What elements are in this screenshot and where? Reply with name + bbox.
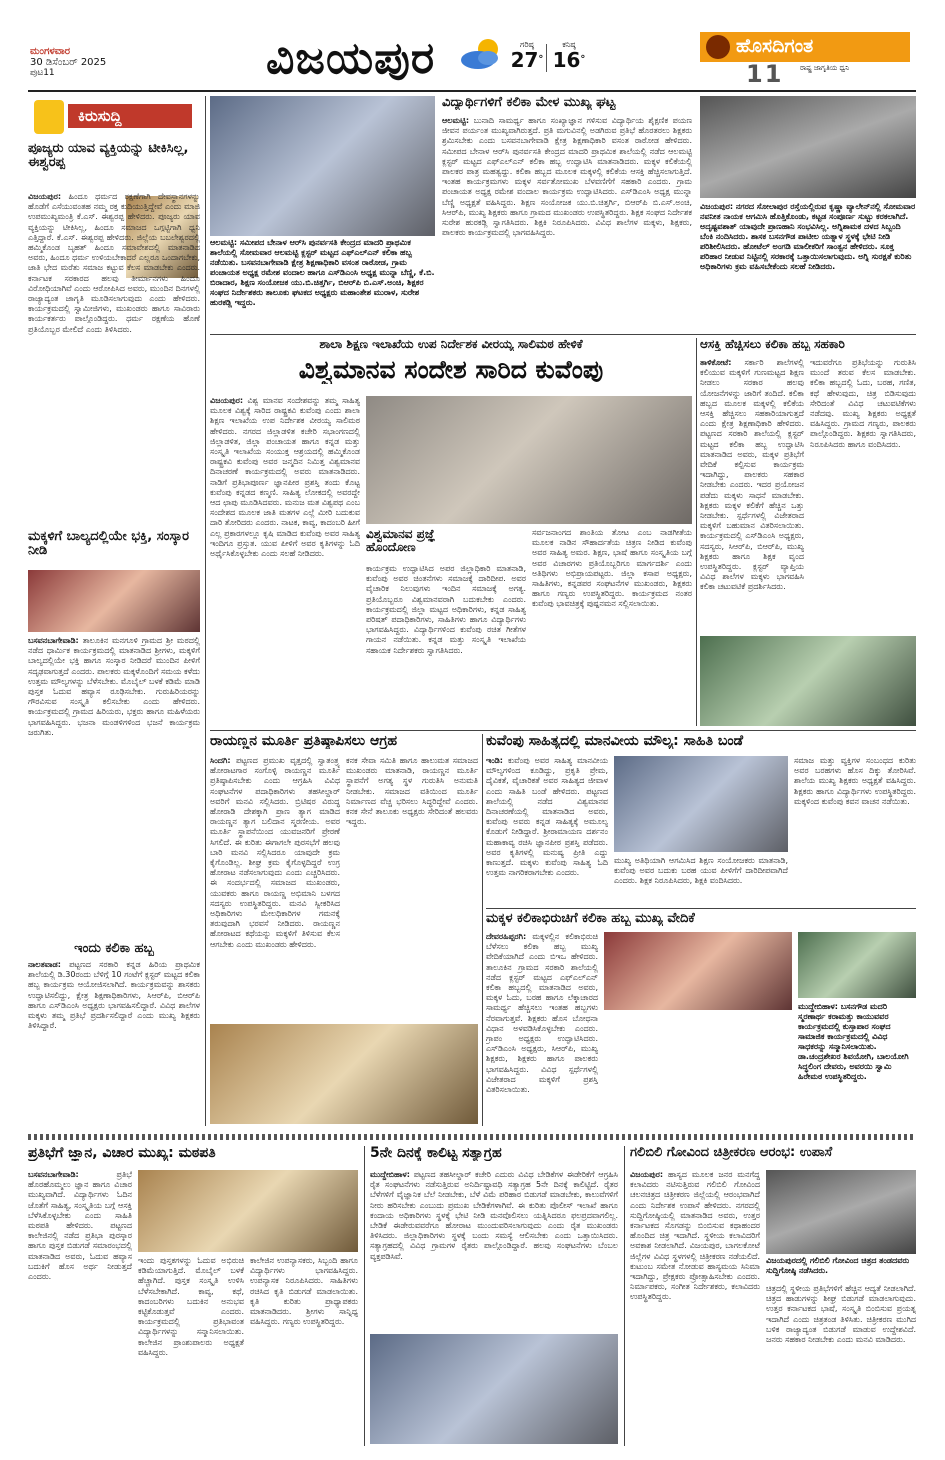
pratibhe-story xyxy=(28,1146,358,1446)
hand-icon xyxy=(34,100,64,134)
temp-max-degree: ° xyxy=(538,54,544,65)
kuvempu-text-left: ವಿಶ್ವ ಮಾನವ ಸಂದೇಶವನ್ನು ತಮ್ಮ ಸಾಹಿತ್ಯ ಮೂಲಕ ವಿಶ್ವಕ್ಕೆ ಸಾರಿದ ರಾಷ್ಟ್ರಕವಿ ಕುವೆಂಪು ಎಂದು ಶಾಲಾ ಶಿಕ್ಷಣ ಇಲಾಖೆಯ ಉಪ ನಿರ್ದೇಶಕ ವೀರಯ್ಯ ಸಾಲಿಮಠ ಹೇಳಿದರು. ನಗರದ ಜಿಲ್ಲಾಡಳಿತ ಕಚೇರಿ ಸಭಾಂಗಣದಲ್ಲಿ ಜಿಲ್ಲಾಡಳಿತ, ಜಿಲ್ಲಾ ಪಂಚಾಯತ ಹಾಗೂ ಕನ್ನಡ ಮತ್ತು ಸಂಸ್ಕೃತಿ ಇಲಾಖೆಯ ಸಂಯುಕ್ತ ಆಶ್ರಯದಲ್ಲಿ ಹಮ್ಮಿಕೊಂಡ ರಾಷ್ಟ್ರಕವಿ ಕುವೆಂಪು ಅವರ ಜನ್ಮದಿನ ನಿಮಿತ್ತ ವಿಶ್ವಮಾನವ ದಿನಾಚರಣೆ ಕಾರ್ಯಕ್ರಮದಲ್ಲಿ ಅವರು ಮಾತನಾಡಿದರು. ನಾಡಿಗೆ ಪ್ರತಿಭಾಪೂರ್ಣ ಜ್ಞಾನಪೀಠ ಪ್ರಶಸ್ತಿ ತಂದು ಕೊಟ್ಟ ಕುವೆಂಪು ಕನ್ನಡದ ಕಣ್ಮಣಿ. ಸಾಹಿತ್ಯ ಲೋಕದಲ್ಲಿ ಅವರದ್ದೇ ಆದ ಛಾಪು ಮೂಡಿಸಿದವರು. ಮನುಜ ಮತ ವಿಶ್ವಪಥ ಎಂಬ ಸಂದೇಶದ ಮೂಲಕ ಜಾತಿ ಮತಗಳ ಎಲ್ಲೆ ಮೀರಿ ಬದುಕುವ ದಾರಿ ತೋರಿದರು ಎಂದರು. ನಾಟಕ, ಕಾವ್ಯ, ಕಾದಂಬರಿ ಹೀಗೆ ಎಲ್ಲ ಪ್ರಕಾರಗಳಲ್ಲೂ ಕೃಷಿ ಮಾಡಿದ ಕುವೆಂಪು ಅವರ ಸಾಹಿತ್ಯ ಇಂದಿಗೂ ಪ್ರಸ್ತುತ. ಯುವ ಪೀಳಿಗೆ ಅವರ ಕೃತಿಗಳನ್ನು ಓದಿ ಅರ್ಥೈಸಿಕೊಳ್ಳಬೇಕು ಎಂದು ಸಲಹೆ ನೀಡಿದರು. xyxy=(210,396,360,559)
date-block xyxy=(30,46,130,78)
temp-max-value: 27 xyxy=(510,48,539,72)
pratibhe-text: ಪ್ರತಿಭೆ ಹೊರಹೊಮ್ಮಲು ಜ್ಞಾನ ಹಾಗೂ ವಿಚಾರ ಮುಖ್ಯವಾಗಿದೆ. ವಿದ್ಯಾರ್ಥಿಗಳು ಓದಿನ ಜೊತೆಗೆ ಸಾಹಿತ್ಯ, ಸಂಸ್ಕೃತಿಯ ಬಗ್ಗೆ ಆಸಕ್ತಿ ಬೆಳೆಸಿಕೊಳ್ಳಬೇಕು ಎಂದು ಸಾಹಿತಿ ಮಠಪತಿ ಹೇಳಿದರು. ಪಟ್ಟಣದ ಕಾಲೇಜಿನಲ್ಲಿ ನಡೆದ ಪ್ರತಿಭಾ ಪುರಸ್ಕಾರ ಹಾಗೂ ಪುಸ್ತಕ ಬಿಡುಗಡೆ ಸಮಾರಂಭದಲ್ಲಿ ಮಾತನಾಡಿದ ಅವರು, ಓದುವ ಹವ್ಯಾಸ ಬದುಕಿಗೆ ಹೊಸ ಅರ್ಥ ನೀಡುತ್ತದೆ ಎಂದರು. xyxy=(28,1170,132,1282)
temp-max-label: ಗರಿಷ್ಠ xyxy=(520,40,534,49)
kalika-help-body xyxy=(700,358,804,632)
kalika-help-title: ಆಸಕ್ತಿ ಹೆಚ್ಚಿಸಲು ಕಲಿಕಾ ಹಬ್ಬ ಸಹಕಾರಿ xyxy=(700,338,845,351)
satyagraha-story xyxy=(370,1146,618,1446)
kirusuddi-story-1 xyxy=(28,192,200,547)
kuvempu-2-text: ಕುವೆಂಪು ಅವರ ಸಾಹಿತ್ಯ ಮಾನವೀಯ ಮೌಲ್ಯಗಳಿಂದ ಕೂಡಿದ್ದು, ಪ್ರಕೃತಿ ಪ್ರೇಮ, ದೈವಿಕತೆ, ವೈಚಾರಿಕತೆ ಅವರ ಸಾಹಿತ್ಯದ ಜೀವಾಳ ಎಂದು ಸಾಹಿತಿ ಬಂಡೆ ಹೇಳಿದರು. ಪಟ್ಟಣದ ಶಾಲೆಯಲ್ಲಿ ನಡೆದ ವಿಶ್ವಮಾನವ ದಿನಾಚರಣೆಯಲ್ಲಿ ಮಾತನಾಡಿದ ಅವರು, ಕುವೆಂಪು ಅವರು ಕನ್ನಡ ಸಾಹಿತ್ಯಕ್ಕೆ ಅಮೂಲ್ಯ ಕೊಡುಗೆ ನೀಡಿದ್ದಾರೆ. ಶ್ರೀರಾಮಾಯಣ ದರ್ಶನಂ ಮಹಾಕಾವ್ಯ ರಚಿಸಿ ಜ್ಞಾನಪೀಠ ಪ್ರಶಸ್ತಿ ಪಡೆದರು. ಅವರ ಕೃತಿಗಳಲ್ಲಿ ಮನುಷ್ಯ ಪ್ರೀತಿ ಎದ್ದು ಕಾಣುತ್ತದೆ. ಮಕ್ಕಳು ಕುವೆಂಪು ಸಾಹಿತ್ಯ ಓದಿ ಉತ್ತಮ ನಾಗರಿಕರಾಗಬೇಕು ಎಂದರು. xyxy=(486,756,608,878)
galibili-body xyxy=(630,1170,760,1446)
makkala-dateline: ದೇವರಹಿಪ್ಪರಗಿ: xyxy=(486,932,527,941)
satyagraha-text: ಪಟ್ಟಣದ ತಹಸೀಲ್ದಾರ್ ಕಚೇರಿ ಎದುರು ವಿವಿಧ ಬೇಡಿಕೆಗಳ ಈಡೇರಿಕೆಗೆ ಆಗ್ರಹಿಸಿ ರೈತ ಸಂಘಟನೆಗಳು ನಡೆಸುತ್ತಿರುವ ಅನಿರ್ದಿಷ್ಟಾವಧಿ ಸತ್ಯಾಗ್ರಹ 5ನೇ ದಿನಕ್ಕೆ ಕಾಲಿಟ್ಟಿದೆ. ರೈತರ ಬೆಳೆಗಳಿಗೆ ವೈಜ್ಞಾನಿಕ ಬೆಲೆ ನೀಡಬೇಕು, ಬೆಳೆ ವಿಮೆ ಪರಿಹಾರ ಬಿಡುಗಡೆ ಮಾಡಬೇಕು, ಕಾಲುವೆಗಳಿಗೆ ನೀರು ಹರಿಸಬೇಕು ಎಂಬುದು ಪ್ರಮುಖ ಬೇಡಿಕೆಗಳಾಗಿವೆ. ಈ ಕುರಿತು ಪೊಲೀಸ್ ಇಲಾಖೆ ಹಾಗೂ ಕಂದಾಯ ಅಧಿಕಾರಿಗಳು ಸ್ಥಳಕ್ಕೆ ಭೇಟಿ ನೀಡಿ ಮನವೊಲಿಸಲು ಯತ್ನಿಸಿದರೂ ಫಲಪ್ರದವಾಗಲಿಲ್ಲ. ಬೇಡಿಕೆ ಈಡೇರುವವರೆಗೂ ಹೋರಾಟ ಮುಂದುವರಿಸಲಾಗುವುದು ಎಂದು ರೈತ ಮುಖಂಡರು ತಿಳಿಸಿದರು. ಜಿಲ್ಲಾಧಿಕಾರಿಗಳು ಸ್ಥಳಕ್ಕೆ ಬಂದು ಸಮಸ್ಯೆ ಆಲಿಸಬೇಕು ಎಂದು ಒತ್ತಾಯಿಸಿದರು. ಸತ್ಯಾಗ್ರಹದಲ್ಲಿ ವಿವಿಧ ಗ್ರಾಮಗಳ ರೈತರು ಪಾಲ್ಗೊಂಡಿದ್ದಾರೆ. ಹಲವು ಸಂಘಟನೆಗಳು ಬೆಂಬಲ ವ್ಯಕ್ತಪಡಿಸಿವೆ. xyxy=(370,1170,618,1261)
rayanna-story xyxy=(210,734,478,1126)
dateline-1: ವಿಜಯಪುರ: xyxy=(28,192,62,201)
paper-name: ಹೊಸದಿಗಂತ xyxy=(736,35,814,57)
makkala-body xyxy=(486,932,598,1124)
almatti-photo xyxy=(210,96,435,236)
kirusuddi-banner xyxy=(34,100,194,136)
fire-photo xyxy=(700,96,916,198)
kuvempu-award-caption xyxy=(366,528,476,554)
body-2: ತಾಲೂಕಿನ ಮನಗೂಳಿ ಗ್ರಾಮದ ಶ್ರೀ ಮಠದಲ್ಲಿ ನಡೆದ ಧಾರ್ಮಿಕ ಕಾರ್ಯಕ್ರಮದಲ್ಲಿ ಮಾತನಾಡಿದ ಶ್ರೀಗಳು, ಮಕ್ಕಳಿಗೆ ಬಾಲ್ಯದಲ್ಲಿಯೇ ಭಕ್ತಿ ಹಾಗೂ ಸಂಸ್ಕಾರ ನೀಡಿದರೆ ಮುಂದಿನ ಪೀಳಿಗೆ ಸದೃಢವಾಗುತ್ತದೆ ಎಂದರು. ಪಾಲಕರು ಮಕ್ಕಳೊಂದಿಗೆ ಸಮಯ ಕಳೆದು ಉತ್ತಮ ಮೌಲ್ಯಗಳನ್ನು ಬೆಳೆಸಬೇಕು. ಮೊಬೈಲ್ ಬಳಕೆ ಕಡಿಮೆ ಮಾಡಿ ಪುಸ್ತಕ ಓದುವ ಹವ್ಯಾಸ ರೂಢಿಸಬೇಕು. ಗುರುಹಿರಿಯರನ್ನು ಗೌರವಿಸುವ ಸಂಸ್ಕೃತಿ ಕಲಿಸಬೇಕು ಎಂದು ಹೇಳಿದರು. ಕಾರ್ಯಕ್ರಮದಲ್ಲಿ ಗ್ರಾಮದ ಹಿರಿಯರು, ಭಕ್ತರು ಹಾಗೂ ಮಹಿಳೆಯರು ಭಾಗವಹಿಸಿದ್ದರು. ಭಜನಾ ಮಂಡಳಿಗಳಿಂದ ಭಜನೆ ಕಾರ್ಯಕ್ರಮ ಜರುಗಿತು. xyxy=(28,636,200,737)
kuvempu-col-right: ಸರ್ವಜನಾಂಗದ ಶಾಂತಿಯ ತೋಟ ಎಂಬ ನಾಡಗೀತೆಯ ಮೂಲಕ ನಾಡಿನ ಸೌಹಾರ್ದತೆಯ ಚಿತ್ರಣ ನೀಡಿದ ಕುವೆಂಪು ಅವರ ಸಾಹಿತ್ಯ ಅಮರ. ಶಿಕ್ಷಣ, ಭಾಷೆ ಹಾಗೂ ಸಂಸ್ಕೃತಿಯ ಬಗ್ಗೆ ಅವರ ವಿಚಾರಗಳು ಪ್ರತಿಯೊಬ್ಬರಿಗೂ ಮಾರ್ಗದರ್ಶಿ ಎಂದು ಅತಿಥಿಗಳು ಅಭಿಪ್ರಾಯಪಟ್ಟರು. ಜಿಲ್ಲಾ ಕಸಾಪ ಅಧ್ಯಕ್ಷರು, ಸಾಹಿತಿಗಳು, ಕನ್ನಡಪರ ಸಂಘಟನೆಗಳ ಮುಖಂಡರು, ಶಿಕ್ಷಕರು ಹಾಗೂ ಗಣ್ಯರು ಉಪಸ್ಥಿತರಿದ್ದರು. ಕಾರ್ಯಕ್ರಮದ ನಂತರ ಕುವೆಂಪು ಭಾವಚಿತ್ರಕ್ಕೆ ಪುಷ್ಪನಮನ ಸಲ್ಲಿಸಲಾಯಿತು. xyxy=(532,528,692,609)
kalika-help-story xyxy=(700,338,916,726)
galibili-text: ಹಾಸ್ಯದ ಮೂಲಕ ಜನರ ಮನಗೆದ್ದ ಕಲಾವಿದರು ನಟಿಸುತ್ತಿರುವ ಗಲಿಬಿಲಿ ಗೋವಿಂದ ಚಲನಚಿತ್ರದ ಚಿತ್ರೀಕರಣ ಜಿಲ್ಲೆಯಲ್ಲಿ ಆರಂಭವಾಗಿದೆ ಎಂದು ನಿರ್ದೇಶಕ ಉಪಾಸೆ ಹೇಳಿದರು. ನಗರದಲ್ಲಿ ಸುದ್ದಿಗೋಷ್ಠಿಯಲ್ಲಿ ಮಾತನಾಡಿದ ಅವರು, ಉತ್ತರ ಕರ್ನಾಟಕದ ಸೊಗಡನ್ನು ಬಿಂಬಿಸುವ ಕಥಾಹಂದರ ಹೊಂದಿದ ಚಿತ್ರ ಇದಾಗಿದೆ. ಸ್ಥಳೀಯ ಕಲಾವಿದರಿಗೆ ಅವಕಾಶ ನೀಡಲಾಗಿದೆ. ವಿಜಯಪುರ, ಬಾಗಲಕೋಟೆ ಜಿಲ್ಲೆಗಳ ವಿವಿಧ ಸ್ಥಳಗಳಲ್ಲಿ ಚಿತ್ರೀಕರಣ ನಡೆಯಲಿದೆ. ಕುಟುಂಬ ಸಮೇತ ನೋಡುವ ಹಾಸ್ಯಮಯ ಸಿನಿಮಾ ಇದಾಗಿದ್ದು, ಪ್ರೇಕ್ಷಕರು ಪ್ರೋತ್ಸಾಹಿಸಬೇಕು ಎಂದರು. ನಿರ್ಮಾಪಕರು, ಸಂಗೀತ ನಿರ್ದೇಶಕರು, ಕಲಾವಿದರು ಉಪಸ್ಥಿತರಿದ್ದರು. xyxy=(630,1170,760,1302)
award-caption-2: ಹೊಂದೋಣ xyxy=(366,540,416,555)
kuvempu-story xyxy=(210,338,692,726)
kuvempu-headline: ವಿಶ್ವಮಾನವ ಸಂದೇಶ ಸಾರಿದ ಕುವೆಂಪು xyxy=(298,356,604,384)
kirusuddi-story-3 xyxy=(28,960,200,1116)
pratibhe-photo xyxy=(138,1170,358,1252)
rayanna-body xyxy=(210,756,340,1018)
kuvempu-col-left xyxy=(210,396,360,726)
pratibhe-title: ಪ್ರತಿಭೆಗೆ ಜ್ಞಾನ, ವಿಚಾರ ಮುಖ್ಯ: ಮಠಪತಿ xyxy=(28,1146,216,1161)
paper-logo xyxy=(700,32,910,62)
pratibhe-body xyxy=(28,1170,132,1446)
award-caption-1: ವಿಶ್ವಮಾನವ ಪ್ರಜ್ಞೆ xyxy=(366,528,436,541)
learning-text: ಬುನಾದಿ ಸಾಮರ್ಥ್ಯ ಹಾಗೂ ಸಂಖ್ಯಾಜ್ಞಾನ ಗಳಿಸುವ ವಿದ್ಯಾರ್ಥಿಯ ಶೈಕ್ಷಣಿಕ ಪಯಣ ಜೀವನ ಪರ್ಯಂತ ಮುಖ್ಯವಾಗಿರುತ್ತದೆ. ಪ್ರತಿ ಮಗುವಿನಲ್ಲಿ ಅಡಗಿರುವ ಪ್ರತಿಭೆ ಹೊರತರಲು ಶಿಕ್ಷಕರು ಶ್ರಮಿಸಬೇಕು ಎಂದು ಬಸವನಬಾಗೇವಾಡಿ ಕ್ಷೇತ್ರ ಶಿಕ್ಷಣಾಧಿಕಾರಿ ವಸಂತ ರಾಠೋಡ ಹೇಳಿದರು. ಸಮೀಪದ ಬೇನಾಳ ಆರ್‌ಸಿ ಪುನರ್ವಸತಿ ಕೇಂದ್ರದ ಮಾದರಿ ಪ್ರಾಥಮಿಕ ಶಾಲೆಯಲ್ಲಿ ನಡೆದ ಆಲಮಟ್ಟಿ ಕ್ಲಸ್ಟರ್ ಮಟ್ಟದ ಎಫ್‌ಎಲ್‌ಎನ್ ಕಲಿಕಾ ಹಬ್ಬ ಉದ್ಘಾಟಿಸಿ ಮಾತನಾಡಿದರು. ಮಕ್ಕಳ ಕಲಿಕೆಯಲ್ಲಿ ಪಾಲಕರ ಪಾತ್ರ ಮಹತ್ವದ್ದು. ಕಲಿಕಾ ಹಬ್ಬದ ಮೂಲಕ ಮಕ್ಕಳಲ್ಲಿ ಕಲಿಕೆಯ ಆಸಕ್ತಿ ಹೆಚ್ಚಿಸಲಾಗುತ್ತಿದೆ. ಇಂತಹ ಕಾರ್ಯಕ್ರಮಗಳು ಮಕ್ಕಳ ಸರ್ವತೋಮುಖ ಬೆಳವಣಿಗೆಗೆ ಸಹಕಾರಿ ಎಂದರು. ಗ್ರಾಮ ಪಂಚಾಯತ ಅಧ್ಯಕ್ಷ ರಮೇಶ ವಂದಾಲ ಕಾರ್ಯಕ್ರಮ ಉದ್ಘಾಟಿಸಿದರು. ಎಸ್‌ಡಿಎಂಸಿ ಅಧ್ಯಕ್ಷ ಮುನ್ನಾ ಬೆಣ್ಣಿ ಅಧ್ಯಕ್ಷತೆ ವಹಿಸಿದ್ದರು. ಶಿಕ್ಷಣ ಸಂಯೋಜಕ ಯು.ಬಿ.ಚಿತ್ತರ್ಗಿ, ಬಿಆರ್‌ಪಿ ಬಿ.ಎಸ್.ಅಂಚಿ, ಸಿಆರ್‌ಪಿ, ಮುಖ್ಯ ಶಿಕ್ಷಕರು ಹಾಗೂ ಗ್ರಾಮದ ಮುಖಂಡರು ಉಪಸ್ಥಿತರಿದ್ದರು. ಶಿಕ್ಷಕ ಸಂಘದ ನಿರ್ದೇಶಕ ಸುರೇಶ ಹುರಕಡ್ಲಿ ಸ್ವಾಗತಿಸಿದರು. ಶಿಕ್ಷಕಿ ನಿರೂಪಿಸಿದರು. ವಿವಿಧ ಶಾಲೆಗಳ ಮಕ್ಕಳು, ಶಿಕ್ಷಕರು, ಪಾಲಕರು ಕಾರ್ಯಕ್ರಮದಲ್ಲಿ ಭಾಗವಹಿಸಿದ್ದರು. xyxy=(442,116,692,238)
galibili-photo xyxy=(766,1170,916,1254)
kuvempu-2-dateline: ಇಂಡಿ: xyxy=(486,756,503,765)
kalika-help-text: ಸರ್ಕಾರಿ ಶಾಲೆಗಳಲ್ಲಿ ಕಲಿಯುವ ಮಕ್ಕಳಿಗೆ ಗುಣಮಟ್ಟದ ಶಿಕ್ಷಣ ನೀಡಲು ಸರಕಾರ ಹಲವು ಯೋಜನೆಗಳನ್ನು ಜಾರಿಗೆ ತಂದಿದೆ. ಕಲಿಕಾ ಹಬ್ಬದ ಮೂಲಕ ಮಕ್ಕಳಲ್ಲಿ ಕಲಿಕೆಯ ಆಸಕ್ತಿ ಹೆಚ್ಚಿಸಲು ಸಹಕಾರಿಯಾಗುತ್ತದೆ ಎಂದು ಕ್ಷೇತ್ರ ಶಿಕ್ಷಣಾಧಿಕಾರಿ ಹೇಳಿದರು. ಪಟ್ಟಣದ ಸರಕಾರಿ ಶಾಲೆಯಲ್ಲಿ ಕ್ಲಸ್ಟರ್ ಮಟ್ಟದ ಕಲಿಕಾ ಹಬ್ಬ ಉದ್ಘಾಟಿಸಿ ಮಾತನಾಡಿದ ಅವರು, ಮಕ್ಕಳ ಪ್ರತಿಭೆಗೆ ವೇದಿಕೆ ಕಲ್ಪಿಸುವ ಕಾರ್ಯಕ್ರಮ ಇದಾಗಿದ್ದು, ಪಾಲಕರು ಸಹಕಾರ ನೀಡಬೇಕು ಎಂದರು. ಇದರ ಪ್ರಯೋಜನ ಪಡೆದು ಮಕ್ಕಳು ಸಾಧನೆ ಮಾಡಬೇಕು. ಶಿಕ್ಷಕರು ಮಕ್ಕಳ ಕಲಿಕೆಗೆ ಹೆಚ್ಚಿನ ಒತ್ತು ನೀಡಬೇಕು. ಸ್ಪರ್ಧೆಗಳಲ್ಲಿ ವಿಜೇತರಾದ ಮಕ್ಕಳಿಗೆ ಬಹುಮಾನ ವಿತರಿಸಲಾಯಿತು. ಕಾರ್ಯಕ್ರಮದಲ್ಲಿ ಎಸ್‌ಡಿಎಂಸಿ ಅಧ್ಯಕ್ಷರು, ಸದಸ್ಯರು, ಸಿಆರ್‌ಪಿ, ಬಿಆರ್‌ಪಿ, ಮುಖ್ಯ ಶಿಕ್ಷಕರು ಹಾಗೂ ಶಿಕ್ಷಕ ವೃಂದ ಉಪಸ್ಥಿತರಿದ್ದರು. ಕ್ಲಸ್ಟರ್ ವ್ಯಾಪ್ತಿಯ ವಿವಿಧ ಶಾಲೆಗಳ ಮಕ್ಕಳು ಭಾಗವಹಿಸಿ ಕಲಿಕಾ ಚಟುವಟಿಕೆ ಪ್ರದರ್ಶಿಸಿದರು. xyxy=(700,358,804,592)
learning-dateline: ಆಲಮಟ್ಟಿ: xyxy=(442,116,470,125)
learning-title: ವಿದ್ಯಾರ್ಥಿಗಳಿಗೆ ಕಲಿಕಾ ಮೇಳ ಮುಖ್ಯ ಘಟ್ಟ xyxy=(442,96,616,110)
temp-min-value: 16 xyxy=(552,48,581,72)
dateline-3: ನಾಲತವಾಡ: xyxy=(28,960,61,969)
galibili-dateline: ವಿಜಯಪುರ: xyxy=(630,1170,664,1179)
satyagraha-photo xyxy=(370,1334,618,1444)
rayanna-photo xyxy=(210,1024,478,1124)
muddebihal-caption: ಮುದ್ದೇಬಿಹಾಳ: ಬಸನಗೌಡ ಮದರಿ ಸ್ಮರಣಾರ್ಥ ಕರಾಮತ್ತು ಕಾಯುವವರ ಕಾರ್ಯಕ್ರಮದಲ್ಲಿ ಕುಸ್ತಾಪಾರ ಸಂಘದ ಸಾಮಾಜಿಕ ಕಾರ್ಯಕ್ರಮದಲ್ಲಿ ವಿವಿಧ ಸಾಧಕರನ್ನು ಸನ್ಮಾನಿಸಲಾಯಿತು. ಡಾ.ಚಂದ್ರಶೇಖರ ಶಿವಯೋಗಿ, ಬಾಲಯೋಗಿ ಸಿದ್ಧಲಿಂಗ ದೇವರು, ಅವರಯಿ ಸ್ವಾಮಿ ಹಿರೇಮಠ ಉಪಸ್ಥಿತರಿದ್ದರು. xyxy=(798,1002,909,1081)
bottom-separator xyxy=(28,1134,916,1140)
galibili-title: ಗಲಿಬಿಲಿ ಗೋವಿಂದ ಚಿತ್ರೀಕರಣ ಆರಂಭ: ಉಪಾಸೆ xyxy=(630,1146,833,1160)
kuvempu-2-body-2: ಸಮಾಜ ಮತ್ತು ವ್ಯಕ್ತಿಗಳ ಸಂಬಂಧದ ಕುರಿತು ಅವರ ಬರಹಗಳು ಹೊಸ ದಿಕ್ಕು ತೋರಿಸಿವೆ. ಶಾಲೆಯ ಮುಖ್ಯ ಶಿಕ್ಷಕರು ಅಧ್ಯಕ್ಷತೆ ವಹಿಸಿದ್ದರು. ಶಿಕ್ಷಕರು ಹಾಗೂ ವಿದ್ಯಾರ್ಥಿಗಳು ಉಪಸ್ಥಿತರಿದ್ದರು. ಮಕ್ಕಳಿಂದ ಕುವೆಂಪು ಕವನ ವಾಚನ ನಡೆಯಿತು. xyxy=(794,756,916,806)
masthead xyxy=(0,0,945,92)
kuvempu-2-title: ಕುವೆಂಪು ಸಾಹಿತ್ಯದಲ್ಲಿ ಮಾನವೀಯ ಮೌಲ್ಯ: ಸಾಹಿತಿ ಬಂಡೆ xyxy=(486,734,744,749)
galibili-caption: ವಿಜಯಪುರದಲ್ಲಿ ಗಲಿಬಿಲಿ ಗೋವಿಂದ ಚಿತ್ರದ ತಂಡದವರು ಸುದ್ದಿಗೋಷ್ಠಿ ನಡೆಸಿದರು. xyxy=(766,1256,910,1275)
rayanna-title: ರಾಯಣ್ಣನ ಮೂರ್ತಿ ಪ್ರತಿಷ್ಠಾಪಿಸಲು ಆಗ್ರಹ xyxy=(210,734,398,749)
temp-min xyxy=(552,40,586,70)
kuvempu-2-body xyxy=(486,756,608,902)
page-label: ಪುಟ11 xyxy=(30,68,55,78)
kuvempu-kicker: ಶಾಲಾ ಶಿಕ್ಷಣ ಇಲಾಖೆಯ ಉಪ ನಿರ್ದೇಶಕ ವೀರಯ್ಯ ಸಾಲಿಮಠ ಹೇಳಿಕೆ xyxy=(319,338,583,351)
muddebihal-photo xyxy=(798,932,916,998)
rayanna-text: ಪಟ್ಟಣದ ಪ್ರಮುಖ ವೃತ್ತದಲ್ಲಿ ಸ್ವಾತಂತ್ರ್ಯ ಹೋರಾಟಗಾರ ಸಂಗೊಳ್ಳಿ ರಾಯಣ್ಣನ ಮೂರ್ತಿ ಪ್ರತಿಷ್ಠಾಪಿಸಬೇಕು ಎಂದು ಆಗ್ರಹಿಸಿ ವಿವಿಧ ಸಂಘಟನೆಗಳ ಪದಾಧಿಕಾರಿಗಳು ತಹಸೀಲ್ದಾರ್ ಅವರಿಗೆ ಮನವಿ ಸಲ್ಲಿಸಿದರು. ಬ್ರಿಟಿಷರ ವಿರುದ್ಧ ಹೋರಾಡಿ ದೇಶಕ್ಕಾಗಿ ಪ್ರಾಣ ತ್ಯಾಗ ಮಾಡಿದ ರಾಯಣ್ಣನ ತ್ಯಾಗ ಬಲಿದಾನ ಸ್ಮರಣೀಯ. ಅವರ ಮೂರ್ತಿ ಸ್ಥಾಪನೆಯಿಂದ ಯುವಜನರಿಗೆ ಪ್ರೇರಣೆ ಸಿಗಲಿದೆ. ಈ ಕುರಿತು ಈಗಾಗಲೇ ಪುರಸಭೆಗೆ ಹಲವು ಬಾರಿ ಮನವಿ ಸಲ್ಲಿಸಿದರೂ ಯಾವುದೇ ಕ್ರಮ ಕೈಗೊಂಡಿಲ್ಲ. ಶೀಘ್ರ ಕ್ರಮ ಕೈಗೊಳ್ಳದಿದ್ದರೆ ಉಗ್ರ ಹೋರಾಟ ನಡೆಸಲಾಗುವುದು ಎಂದು ಎಚ್ಚರಿಸಿದರು. ಈ ಸಂದರ್ಭದಲ್ಲಿ ಸಮಾಜದ ಮುಖಂಡರು, ಯುವಕರು ಹಾಗೂ ರಾಯಣ್ಣ ಅಭಿಮಾನಿ ಬಳಗದ ಸದಸ್ಯರು ಉಪಸ್ಥಿತರಿದ್ದರು. ಮನವಿ ಸ್ವೀಕರಿಸಿದ ಅಧಿಕಾರಿಗಳು ಮೇಲಧಿಕಾರಿಗಳ ಗಮನಕ್ಕೆ ತರುವುದಾಗಿ ಭರವಸೆ ನೀಡಿದರು. ರಾಯಣ್ಣನ ಹೋರಾಟದ ಕಥೆಯನ್ನು ಮಕ್ಕಳಿಗೆ ತಿಳಿಸುವ ಕೆಲಸ ಆಗಬೇಕು ಎಂದು ಮುಖಂಡರು ಹೇಳಿದರು. xyxy=(210,756,340,949)
kirusuddi-headline-1: ಪೂಜ್ಯರು ಯಾವ ವ್ಯಕ್ತಿಯನ್ನು ಟೀಕಿಸಿಲ್ಲ, ಈಶ್ವರಪ್ಪ xyxy=(28,142,189,171)
pratibhe-dateline: ಬಸವನಬಾಗೇವಾಡಿ: xyxy=(28,1170,79,1179)
almatti-caption: ಆಲಮಟ್ಟಿ: ಸಮೀಪದ ಬೇನಾಳ ಆರ್‌ಸಿ ಪುನರ್ವಸತಿ ಕೇಂದ್ರದ ಮಾದರಿ ಪ್ರಾಥಮಿಕ ಶಾಲೆಯಲ್ಲಿ ಸೋಮವಾರ ಆಲಮಟ್ಟಿ ಕ್ಲಸ್ಟರ್ ಮಟ್ಟದ ಎಫ್‌ಎಲ್‌ಎನ್ ಕಲಿಕಾ ಹಬ್ಬ ನಡೆಯಿತು. ಬಸವನಬಾಗೇವಾಡಿ ಕ್ಷೇತ್ರ ಶಿಕ್ಷಣಾಧಿಕಾರಿ ವಸಂತ ರಾಠೋಡ, ಗ್ರಾಮ ಪಂಚಾಯತ ಅಧ್ಯಕ್ಷ ರಮೇಶ ವಂದಾಲ ಹಾಗೂ ಎಸ್‌ಡಿಎಂಸಿ ಅಧ್ಯಕ್ಷ ಮುನ್ನಾ ಬೆಣ್ಣಿ, ಕೆ.ಬಿ. ಬಿರಾದಾರ, ಶಿಕ್ಷಣ ಸಂಯೋಜಕ ಯು.ಬಿ.ಚಿತ್ತರ್ಗಿ, ಬಿಆರ್‌ಪಿ ಬಿ.ಎಸ್.ಅಂಚಿ, ಶಿಕ್ಷಕರ ಸಂಘದ ನಿರ್ದೇಶಕರು ತಾಲೂಕು ಘಟಕದ ಅಧ್ಯಕ್ಷರು ಮಹಾಂತೇಶ ಮುರಾಳ, ಸುರೇಶ ಹುರಕಡ್ಲಿ ಇದ್ದರು. xyxy=(210,238,435,307)
satyagraha-body xyxy=(370,1170,618,1330)
rayanna-dateline: ಸಿಂದಗಿ: xyxy=(210,756,231,765)
temp-max xyxy=(510,40,544,70)
temp-min-label: ಕನಿಷ್ಠ xyxy=(562,40,576,49)
kuvempu-col-mid: ಕಾರ್ಯಕ್ರಮ ಉದ್ಘಾಟಿಸಿದ ಅಪರ ಜಿಲ್ಲಾಧಿಕಾರಿ ಮಾತನಾಡಿ, ಕುವೆಂಪು ಅವರ ಚಿಂತನೆಗಳು ಸಮಾಜಕ್ಕೆ ದಾರಿದೀಪ. ಅವರ ವೈಚಾರಿಕ ನಿಲುವುಗಳು ಇಂದಿನ ಸಮಾಜಕ್ಕೆ ಅಗತ್ಯ. ಪ್ರತಿಯೊಬ್ಬರೂ ವಿಶ್ವಮಾನವರಾಗಿ ಬದುಕಬೇಕು ಎಂದರು. ಕಾರ್ಯಕ್ರಮದಲ್ಲಿ ಜಿಲ್ಲಾ ಮಟ್ಟದ ಅಧಿಕಾರಿಗಳು, ಕನ್ನಡ ಸಾಹಿತ್ಯ ಪರಿಷತ್ ಪದಾಧಿಕಾರಿಗಳು, ಸಾಹಿತಿಗಳು ಹಾಗೂ ವಿದ್ಯಾರ್ಥಿಗಳು ಭಾಗವಹಿಸಿದ್ದರು. ವಿದ್ಯಾರ್ಥಿಗಳಿಂದ ಕುವೆಂಪು ರಚಿತ ಗೀತೆಗಳ ಗಾಯನ ನಡೆಯಿತು. ಕನ್ನಡ ಮತ್ತು ಸಂಸ್ಕೃತಿ ಇಲಾಖೆಯ ಸಹಾಯಕ ನಿರ್ದೇಶಕರು ಸ್ವಾಗತಿಸಿದರು. xyxy=(366,564,526,655)
dateline-2: ಬಸವನಬಾಗೇವಾಡಿ: xyxy=(28,636,79,645)
satyagraha-title: 5ನೇ ದಿನಕ್ಕೆ ಕಾಲಿಟ್ಟ ಸತ್ಯಾಗ್ರಹ xyxy=(370,1146,502,1161)
kirusuddi-story-2 xyxy=(28,636,200,938)
kalika-help-body-2: ಇದುವರೆಗೂ ಪ್ರತಿಭೆಯನ್ನು ಗುರುತಿಸಿ ಮುಂದೆ ತರುವ ಕೆಲಸ ಮಾಡಬೇಕು. ಕಲಿಕಾ ಹಬ್ಬದಲ್ಲಿ ಓದು, ಬರಹ, ಗಣಿತ, ಕಥೆ ಹೇಳುವುದು, ಚಿತ್ರ ಬಿಡಿಸುವುದು ಸೇರಿದಂತೆ ವಿವಿಧ ಚಟುವಟಿಕೆಗಳು ನಡೆದವು. ಮುಖ್ಯ ಶಿಕ್ಷಕರು ಅಧ್ಯಕ್ಷತೆ ವಹಿಸಿದ್ದರು. ಗ್ರಾಮದ ಗಣ್ಯರು, ಪಾಲಕರು ಪಾಲ್ಗೊಂಡಿದ್ದರು. ಶಿಕ್ಷಕರು ಸ್ವಾಗತಿಸಿದರು, ನಿರೂಪಿಸಿದರು ಹಾಗೂ ವಂದಿಸಿದರು. xyxy=(810,358,916,449)
mangooli-photo xyxy=(28,570,200,632)
kuvempu-2-story xyxy=(486,734,916,904)
learning-body xyxy=(442,116,692,328)
makkala-text: ಮಕ್ಕಳಲ್ಲಿನ ಕಲಿಕಾಭಿರುಚಿ ಬೆಳೆಸಲು ಕಲಿಕಾ ಹಬ್ಬ ಮುಖ್ಯ ವೇದಿಕೆಯಾಗಿದೆ ಎಂದು ಬಿಇಒ ಹೇಳಿದರು. ತಾಲೂಕಿನ ಗ್ರಾಮದ ಸರಕಾರಿ ಶಾಲೆಯಲ್ಲಿ ನಡೆದ ಕ್ಲಸ್ಟರ್ ಮಟ್ಟದ ಎಫ್‌ಎಲ್‌ಎನ್ ಕಲಿಕಾ ಹಬ್ಬದಲ್ಲಿ ಮಾತನಾಡಿದ ಅವರು, ಮಕ್ಕಳ ಓದು, ಬರಹ ಹಾಗೂ ಲೆಕ್ಕಾಚಾರದ ಸಾಮರ್ಥ್ಯ ಹೆಚ್ಚಿಸಲು ಇಂತಹ ಹಬ್ಬಗಳು ನೆರವಾಗುತ್ತವೆ. ಶಿಕ್ಷಕರು ಹೊಸ ಬೋಧನಾ ವಿಧಾನ ಅಳವಡಿಸಿಕೊಳ್ಳಬೇಕು ಎಂದರು. ಗ್ರಾಪಂ ಅಧ್ಯಕ್ಷರು ಉದ್ಘಾಟಿಸಿದರು. ಎಸ್‌ಡಿಎಂಸಿ ಅಧ್ಯಕ್ಷರು, ಸಿಆರ್‌ಪಿ, ಮುಖ್ಯ ಶಿಕ್ಷಕರು, ಶಿಕ್ಷಕರು ಹಾಗೂ ಪಾಲಕರು ಭಾಗವಹಿಸಿದ್ದರು. ವಿವಿಧ ಸ್ಪರ್ಧೆಗಳಲ್ಲಿ ವಿಜೇತರಾದ ಮಕ್ಕಳಿಗೆ ಪ್ರಶಸ್ತಿ ವಿತರಿಸಲಾಯಿತು. xyxy=(486,932,598,1095)
kirusuddi-headline-3: ಇಂದು ಕಲಿಕಾ ಹಬ್ಬ xyxy=(74,942,154,956)
temp-min-degree: ° xyxy=(580,54,586,65)
kuvempu-2-photo xyxy=(614,756,788,852)
pratibhe-body-2: ಇಂದು ಪುಸ್ತಕಗಳನ್ನು ಓದುವ ಅಭಿರುಚಿ ಕಡಿಮೆಯಾಗುತ್ತಿದೆ. ಮೊಬೈಲ್ ಬಳಕೆ ಹೆಚ್ಚಾಗಿದೆ. ಪುಸ್ತಕ ಸಂಸ್ಕೃತಿ ಉಳಿಸಿ ಬೆಳೆಸಬೇಕಾಗಿದೆ. ಕಾವ್ಯ, ಕಥೆ, ಕಾದಂಬರಿಗಳು ಬದುಕಿನ ಅನುಭವ ಕಟ್ಟಿಕೊಡುತ್ತವೆ ಎಂದರು. ಕಾರ್ಯಕ್ರಮದಲ್ಲಿ ಪ್ರತಿಭಾವಂತ ವಿದ್ಯಾರ್ಥಿಗಳನ್ನು ಸನ್ಮಾನಿಸಲಾಯಿತು. ಕಾಲೇಜಿನ ಪ್ರಾಂಶುಪಾಲರು ಅಧ್ಯಕ್ಷತೆ ವಹಿಸಿದ್ದರು. xyxy=(138,1256,244,1357)
kuvempu-photo xyxy=(366,396,692,524)
paper-tagline: ರಾಷ್ಟ್ರ ಜಾಗೃತಿಯ ಧ್ವನಿ xyxy=(800,64,850,72)
body-1: ಹಿಂದೂ ಧರ್ಮದ ರಕ್ಷಣೆಗಾಗಿ ದೇವಸ್ಥಾನಗಳನ್ನು ಹೊಡೆಗೆ ಎಸೆಯುವಂತಹ ನಮ್ಮ ರಕ್ತ ಕುದಿಯುತ್ತಿದ್ದೇವೆ ಎಂದು ಮಾಜಿ ಉಪಮುಖ್ಯಮಂತ್ರಿ ಕೆ.ಎಸ್. ಈಶ್ವರಪ್ಪ ಹೇಳಿದರು. ಪೂಜ್ಯರು ಯಾವ ವ್ಯಕ್ತಿಯನ್ನು ಟೀಕಿಸಿಲ್ಲ, ಹಿಂದೂ ಸಮಾಜದ ಒಗ್ಗಟ್ಟಿಗಾಗಿ ಧ್ವನಿ ಎತ್ತಿದ್ದಾರೆ. ಕೆ.ಎಸ್. ಈಶ್ವರಪ್ಪ ಹೇಳಿದರು. ಜಿಲ್ಲೆಯ ಬಬಲೇಶ್ವರದಲ್ಲಿ ಹಮ್ಮಿಕೊಂಡ ಬೃಹತ್ ಹಿಂದೂ ಸಮಾವೇಶದಲ್ಲಿ ಮಾತನಾಡಿದ ಅವರು, ಹಿಂದೂ ಧರ್ಮ ಉಳಿಯಬೇಕಾದರೆ ಎಲ್ಲರೂ ಒಂದಾಗಬೇಕು, ಜಾತಿ ಭೇದ ಮರೆತು ಸಮಾಜ ಕಟ್ಟುವ ಕೆಲಸ ಮಾಡಬೇಕು ಎಂದರು. ಕರ್ನಾಟಕ ಸರಕಾರದ ಹಲವು ತೀರ್ಮಾನಗಳು ಹಿಂದೂ ವಿರೋಧಿಯಾಗಿವೆ ಎಂದು ಆರೋಪಿಸಿದ ಅವರು, ಮುಂದಿನ ದಿನಗಳಲ್ಲಿ ರಾಜ್ಯಾದ್ಯಂತ ಜಾಗೃತಿ ಮೂಡಿಸಲಾಗುವುದು ಎಂದು ಹೇಳಿದರು. ಕಾರ್ಯಕ್ರಮದಲ್ಲಿ ಸ್ವಾಮೀಜಿಗಳು, ಮುಖಂಡರು ಹಾಗೂ ಸಾವಿರಾರು ಕಾರ್ಯಕರ್ತರು ಪಾಲ್ಗೊಂಡಿದ್ದರು. ಧರ್ಮ ರಕ್ಷಣೆಯ ಹೊಣೆ ಪ್ರತಿಯೊಬ್ಬರ ಮೇಲಿದೆ ಎಂದು ತಿಳಿಸಿದರು. xyxy=(28,192,200,334)
makkala-story xyxy=(486,912,916,1126)
city-title: ವಿಜಯಪುರ xyxy=(266,33,436,84)
day-label: ಮಂಗಳವಾರ xyxy=(30,46,71,57)
rayanna-body-2: ಕನಕ ಸೇವಾ ಸಮಿತಿ ಹಾಗೂ ಹಾಲುಮತ ಸಮಾಜದ ಮುಖಂಡರು ಮಾತನಾಡಿ, ರಾಯಣ್ಣನ ಮೂರ್ತಿ ಸ್ಥಾಪನೆಗೆ ಅಗತ್ಯ ಸ್ಥಳ ಗುರುತಿಸಿ ಅನುಮತಿ ನೀಡಬೇಕು. ಸಮಾಜದ ವತಿಯಿಂದ ಮೂರ್ತಿ ನಿರ್ಮಾಣದ ವೆಚ್ಚ ಭರಿಸಲು ಸಿದ್ಧರಿದ್ದೇವೆ ಎಂದರು. ಕನಕ ಸೇನೆ ತಾಲೂಕು ಅಧ್ಯಕ್ಷರು ಸೇರಿದಂತೆ ಹಲವರು ಇದ್ದರು. xyxy=(346,756,478,827)
kuvempu-2-body-mid: ಮುಖ್ಯ ಅತಿಥಿಯಾಗಿ ಆಗಮಿಸಿದ ಶಿಕ್ಷಣ ಸಂಯೋಜಕರು ಮಾತನಾಡಿ, ಕುವೆಂಪು ಅವರ ಬದುಕು ಬರಹ ಯುವ ಪೀಳಿಗೆಗೆ ದಾರಿದೀಪವಾಗಿದೆ ಎಂದರು. ಶಿಕ್ಷಕ ನಿರೂಪಿಸಿದರು, ಶಿಕ್ಷಕಿ ವಂದಿಸಿದರು. xyxy=(614,856,788,886)
weather-icon xyxy=(458,36,504,72)
makkala-photo xyxy=(604,932,792,1010)
satyagraha-dateline: ಮುದ್ದೇಬಿಹಾಳ: xyxy=(370,1170,410,1179)
learning-story xyxy=(442,96,692,330)
pratibhe-body-3: ಕಾಲೇಜಿನ ಉಪನ್ಯಾಸಕರು, ಸಿಬ್ಬಂದಿ ಹಾಗೂ ವಿದ್ಯಾರ್ಥಿಗಳು ಭಾಗವಹಿಸಿದ್ದರು. ಉಪನ್ಯಾಸಕ ನಿರೂಪಿಸಿದರು. ಸಾಹಿತಿಗಳು ರಚಿಸಿದ ಕೃತಿ ಬಿಡುಗಡೆ ಮಾಡಲಾಯಿತು. ಕೃತಿ ಕುರಿತು ಪ್ರಾಧ್ಯಾಪಕರು ಮಾತನಾಡಿದರು. ಶ್ರೀಗಳು ಸಾನ್ನಿಧ್ಯ ವಹಿಸಿದ್ದರು. ಗಣ್ಯರು ಉಪಸ್ಥಿತರಿದ್ದರು. xyxy=(250,1256,358,1327)
kuvempu-dateline: ವಿಜಯಪುರ: xyxy=(210,396,244,405)
kirusuddi-headline-2: ಮಕ್ಕಳಿಗೆ ಬಾಲ್ಯದಲ್ಲಿಯೇ ಭಕ್ತಿ, ಸಂಸ್ಕಾರ ನೀಡಿ xyxy=(28,530,190,559)
body-3: ಪಟ್ಟಣದ ಸರಕಾರಿ ಕನ್ನಡ ಹಿರಿಯ ಪ್ರಾಥಮಿಕ ಶಾಲೆಯಲ್ಲಿ ಡಿ.30ರಂದು ಬೆಳಿಗ್ಗೆ 10 ಗಂಟೆಗೆ ಕ್ಲಸ್ಟರ್ ಮಟ್ಟದ ಕಲಿಕಾ ಹಬ್ಬ ಕಾರ್ಯಕ್ರಮ ಆಯೋಜಿಸಲಾಗಿದೆ. ಕಾರ್ಯಕ್ರಮವನ್ನು ಶಾಸಕರು ಉದ್ಘಾಟಿಸಲಿದ್ದು, ಕ್ಷೇತ್ರ ಶಿಕ್ಷಣಾಧಿಕಾರಿಗಳು, ಸಿಆರ್‌ಪಿ, ಬಿಆರ್‌ಪಿ ಹಾಗೂ ಎಸ್‌ಡಿಎಂಸಿ ಅಧ್ಯಕ್ಷರು ಭಾಗವಹಿಸಲಿದ್ದಾರೆ. ವಿವಿಧ ಶಾಲೆಗಳ ಮಕ್ಕಳು ತಮ್ಮ ಪ್ರತಿಭೆ ಪ್ರದರ್ಶಿಸಲಿದ್ದಾರೆ ಎಂದು ಮುಖ್ಯ ಶಿಕ್ಷಕರು ತಿಳಿಸಿದ್ದಾರೆ. xyxy=(28,960,200,1031)
logo-emblem-icon xyxy=(706,35,730,59)
fire-caption: ವಿಜಯಪುರ: ನಗರದ ಸೋಲಾಪುರ ರಸ್ತೆಯಲ್ಲಿರುವ ಕೃಷ್ಣಾ ವ್ಯಾಲೇನ್‌ನಲ್ಲಿ ಸೋಮವಾರ ನವನೀತ ನಾಯಕ ಆಗಮಿಸಿ ಹೊತ್ತಿಕೊಂಡು, ಕಟ್ಟಡ ಸಂಪೂರ್ಣ ಸುಟ್ಟು ಕರಕಲಾಗಿದೆ. ಅದೃಷ್ಟವಶಾತ್ ಯಾವುದೇ ಪ್ರಾಣಹಾನಿ ಸಂಭವಿಸಿಲ್ಲ. ಅಗ್ನಿಶಾಮಕ ದಳದ ಸಿಬ್ಬಂದಿ ಬೆಂಕಿ ನಂದಿಸಿದರು. ಶಾಸಕ ಬಸನಗೌಡ ಪಾಟೀಲ ಯತ್ನಾಳ ಸ್ಥಳಕ್ಕೆ ಭೇಟಿ ನೀಡಿ ಪರಿಶೀಲಿಸಿದರು. ಹೋಟೆಲ್ ಅಂಗಡಿ ಮಾಲೀಕರಿಗೆ ಸಾಂತ್ವನ ಹೇಳಿದರು. ಸೂಕ್ತ ಪರಿಹಾರ ನೀಡುವ ನಿಟ್ಟಿನಲ್ಲಿ ಸರಕಾರಕ್ಕೆ ಒತ್ತಾಯಿಸಲಾಗುವುದು. ಅಗ್ನಿ ಸುರಕ್ಷತೆ ಕುರಿತು ಅಧಿಕಾರಿಗಳು ಕ್ರಮ ವಹಿಸಬೇಕೆಂದು ಸಲಹೆ ನೀಡಿದರು. xyxy=(700,202,916,271)
kalika-help-dateline: ತಾಳಿಕೋಟೆ: xyxy=(700,358,732,367)
galibili-body-2: ಚಿತ್ರದಲ್ಲಿ ಸ್ಥಳೀಯ ಪ್ರತಿಭೆಗಳಿಗೆ ಹೆಚ್ಚಿನ ಆದ್ಯತೆ ನೀಡಲಾಗಿದೆ. ಚಿತ್ರದ ಹಾಡುಗಳನ್ನು ಶೀಘ್ರ ಬಿಡುಗಡೆ ಮಾಡಲಾಗುವುದು. ಉತ್ತರ ಕರ್ನಾಟಕದ ಭಾಷೆ, ಸಂಸ್ಕೃತಿ ಬಿಂಬಿಸುವ ಪ್ರಯತ್ನ ಇದಾಗಿದೆ ಎಂದು ಚಿತ್ರತಂಡ ತಿಳಿಸಿತು. ಚಿತ್ರೀಕರಣ ಮುಗಿದ ಬಳಿಕ ರಾಜ್ಯಾದ್ಯಂತ ಬಿಡುಗಡೆ ಮಾಡುವ ಉದ್ದೇಶವಿದೆ. ಜನರು ಸಹಕಾರ ನೀಡಬೇಕು ಎಂದು ಮನವಿ ಮಾಡಿದರು. xyxy=(766,1284,916,1345)
kirusuddi-label: ಕಿರುಸುದ್ದಿ xyxy=(68,104,192,128)
kirusuddi-column xyxy=(28,96,200,1126)
makkala-title: ಮಕ್ಕಳ ಕಲಿಕಾಭಿರುಚಿಗೆ ಕಲಿಕಾ ಹಬ್ಬ ಮುಖ್ಯ ವೇದಿಕೆ xyxy=(486,912,695,926)
date-label: 30 ಡಿಸೆಂಬರ್ 2025 xyxy=(30,57,107,68)
galibili-story xyxy=(630,1146,916,1446)
kalika-help-photo xyxy=(700,636,916,726)
page-number: 11 xyxy=(746,60,784,88)
